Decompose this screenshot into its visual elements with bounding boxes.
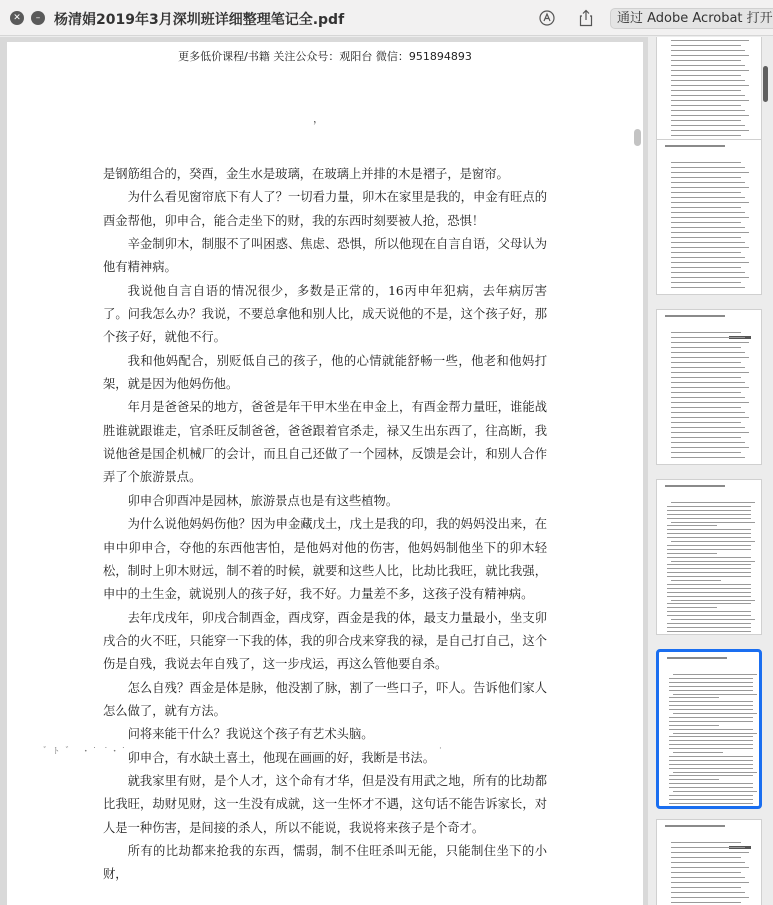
thumbnail-text-line bbox=[671, 272, 745, 273]
paragraph: 卯申合，有水缺土喜土，他现在画画的好，我断是书法。 bbox=[127, 750, 436, 765]
thumbnail-text-line bbox=[671, 847, 745, 848]
thumbnail-text-line bbox=[669, 760, 753, 761]
thumbnail-text-line bbox=[669, 701, 753, 702]
thumbnail-text-line bbox=[669, 783, 753, 784]
thumbnail-text-line bbox=[669, 799, 753, 800]
thumbnail-text-line bbox=[669, 682, 753, 683]
thumbnail-text-line bbox=[671, 202, 749, 203]
thumbnail-text-line bbox=[671, 100, 749, 101]
thumbnail-text-line bbox=[671, 167, 745, 168]
markup-icon[interactable] bbox=[537, 8, 557, 28]
paragraph: 我说他自言自语的情况很少，多数是正常的，16丙申年犯病，去年病厉害了。问我怎么办？我说，不要总拿他和别人比，成天说他的不是，这个孩子好，那个孩子好，就他不行。 bbox=[103, 283, 547, 345]
thumbnail-text-line bbox=[671, 600, 755, 601]
stray-mark: ， bbox=[313, 112, 324, 125]
page-body-text bbox=[103, 163, 547, 887]
thumbnail-text-line bbox=[671, 402, 749, 403]
thumbnail-text-line bbox=[673, 713, 757, 714]
thumbnail-text-line bbox=[667, 568, 751, 569]
share-icon[interactable] bbox=[576, 8, 596, 28]
thumbnail-text-line bbox=[669, 775, 753, 776]
thumbnail-text-line bbox=[671, 452, 741, 453]
thumbnail-text-line bbox=[669, 729, 753, 730]
paragraph: 辛金制卯木，制服不了叫困惑、焦虑、恐惧，所以他现在自言自语，父母认为他有精神病。 bbox=[103, 237, 547, 275]
thumbnail-text-line bbox=[671, 192, 741, 193]
thumbnail-text-line bbox=[671, 447, 749, 448]
thumbnail-text-line bbox=[671, 457, 745, 458]
title-bar bbox=[0, 0, 773, 36]
page-thumbnail[interactable] bbox=[656, 139, 762, 295]
thumbnail-text-line bbox=[671, 135, 741, 136]
thumbnail-text-line bbox=[671, 50, 745, 51]
thumbnail-text-line bbox=[671, 352, 745, 353]
thumbnail-header-line bbox=[665, 485, 725, 487]
thumbnail-text-line bbox=[671, 247, 749, 248]
thumbnail-text-line bbox=[667, 545, 751, 546]
thumbnail-text-line bbox=[673, 752, 723, 753]
thumbnail-text-line bbox=[671, 857, 741, 858]
thumbnail-text-line bbox=[671, 227, 745, 228]
thumbnail-text-line bbox=[671, 277, 749, 278]
thumbnail-text-line bbox=[671, 442, 745, 443]
thumbnail-text-line bbox=[671, 115, 749, 116]
page-thumbnail-selected[interactable] bbox=[656, 649, 762, 809]
minus-icon[interactable]: – bbox=[31, 11, 45, 25]
thumbnail-text-line bbox=[671, 105, 741, 106]
thumbnail-text-line bbox=[671, 187, 749, 188]
thumbnail-text-line bbox=[671, 897, 749, 898]
thumbnail-text-line bbox=[667, 592, 751, 593]
paragraph: 问将来能干什么？我说这个孩子有艺术头脑。 bbox=[127, 727, 374, 742]
thumbnail-text-line bbox=[671, 222, 741, 223]
thumbnail-text-line bbox=[671, 347, 741, 348]
paragraph: 为什么看见窗帘底下有人了？一切看力量，卯木在家里是我的，申金有旺点的酉金帮他，卯申合，能合走坐下的财，我的东西时刻要被人抢，恐惧！ bbox=[103, 190, 547, 228]
thumbnail-text-line bbox=[667, 631, 751, 632]
thumbnail-text-line bbox=[671, 522, 755, 523]
thumbnail-text-line bbox=[671, 267, 741, 268]
thumbnail-text-line bbox=[671, 397, 745, 398]
paragraph: 怎么自残？酉金是体是脉，他没割了脉，割了一些口子，吓人。告诉他们家人怎么做了，就有方法。 bbox=[103, 680, 547, 718]
thumbnail-text-line bbox=[673, 733, 757, 734]
thumbnail-text-line bbox=[671, 90, 741, 91]
thumbnail-text-line bbox=[671, 60, 741, 61]
thumbnail-text-line bbox=[671, 110, 745, 111]
thumbnail-text-line bbox=[671, 232, 749, 233]
paragraph: 年月是爸爸呆的地方，爸爸是年干甲木坐在申金上，有酉金帮力量旺，谁能战胜谁就跟谁走，官杀旺反制爸爸，爸爸跟着官杀走，禄又生出东西了，往高断，我说他爸是国企机械厂的会计，而且自己还做了一个园林，反馈是会计，和别人合作弄了个旅游景点。 bbox=[103, 400, 547, 485]
thumbnail-text-line bbox=[667, 510, 751, 511]
paragraph: 是钢筋组合的，癸酉，金生水是玻璃，在玻璃上并排的木是褶子，是窗帘。 bbox=[103, 167, 509, 181]
thumbnail-text-line bbox=[669, 744, 753, 745]
thumbnail-text-line bbox=[671, 70, 749, 71]
thumbnail-text-line bbox=[669, 795, 753, 796]
thumbnail-text-line bbox=[671, 887, 741, 888]
thumbnail-text-line bbox=[669, 709, 753, 710]
thumbnail-text-line bbox=[671, 262, 749, 263]
thumbnail-text-line bbox=[669, 690, 753, 691]
thumbnail-text-line bbox=[667, 533, 751, 534]
thumbnail-text-line bbox=[671, 65, 745, 66]
thumbnail-text-line bbox=[671, 387, 749, 388]
thumbnail-text-line bbox=[671, 842, 741, 843]
thumbnail-text-line bbox=[671, 252, 741, 253]
thumbnail-text-line bbox=[669, 678, 753, 679]
thumbnail-text-line bbox=[669, 740, 753, 741]
thumbnail-text-line bbox=[667, 537, 751, 538]
close-icon[interactable]: ✕ bbox=[10, 11, 24, 25]
thumbnail-text-line bbox=[667, 607, 717, 608]
thumbnail-text-line bbox=[671, 892, 745, 893]
pdf-page bbox=[7, 42, 643, 905]
thumbnail-text-line bbox=[669, 764, 753, 765]
thumbnail-text-line bbox=[671, 357, 749, 358]
page-thumbnail[interactable] bbox=[656, 819, 762, 905]
thumbnail-text-line bbox=[671, 182, 745, 183]
thumbnail-text-line bbox=[671, 422, 741, 423]
thumbnail-text-line bbox=[671, 580, 721, 581]
thumbnail-header-line bbox=[667, 657, 727, 659]
thumbnail-text-line bbox=[667, 584, 751, 585]
thumbnail-text-line bbox=[671, 619, 755, 620]
thumbnail-text-line bbox=[671, 237, 741, 238]
thumbnail-text-line bbox=[671, 377, 741, 378]
thumbnail-text-line bbox=[671, 75, 741, 76]
thumbnail-text-line bbox=[667, 549, 751, 550]
document-viewer[interactable] bbox=[0, 37, 648, 905]
thumbnail-text-line bbox=[667, 603, 751, 604]
thumbnail-text-line bbox=[669, 705, 753, 706]
thumbnail-text-line bbox=[669, 787, 753, 788]
thumbnail-text-line bbox=[667, 615, 751, 616]
thumbnail-text-line bbox=[671, 172, 749, 173]
open-in-acrobat-button[interactable]: 通过 Adobe Acrobat 打开 bbox=[610, 8, 773, 29]
thumbnail-text-line bbox=[671, 382, 745, 383]
thumbnail-text-line bbox=[671, 207, 741, 208]
thumbnail-text-line bbox=[667, 611, 751, 612]
thumbnail-text-line bbox=[671, 125, 745, 126]
thumbnail-text-line bbox=[671, 502, 755, 503]
thumbnail-text-line bbox=[667, 514, 751, 515]
thumbnail-text-line bbox=[667, 588, 751, 589]
thumbnail-text-line bbox=[671, 392, 741, 393]
thumbnail-header-line bbox=[665, 825, 725, 827]
thumbnail-text-line bbox=[671, 372, 749, 373]
thumbnail-text-line bbox=[667, 525, 717, 526]
thumbnail-text-line bbox=[669, 736, 753, 737]
thumbnail-text-line bbox=[667, 557, 751, 558]
margin-scribble: ゛ﾄ ゛ ・˙ ˙・˙ bbox=[43, 747, 128, 757]
thumbnail-text-line bbox=[671, 342, 749, 343]
dot-mark: · bbox=[439, 744, 442, 754]
thumbnail-text-line bbox=[669, 725, 719, 726]
thumbnail-text-line bbox=[671, 130, 749, 131]
thumbnail-text-line bbox=[667, 553, 717, 554]
page-header: 更多低价课程/书籍 关注公众号：观阳台 微信：951894893 bbox=[178, 50, 472, 63]
thumbnail-text-line bbox=[667, 572, 751, 573]
thumbnail-text-line bbox=[673, 674, 757, 675]
thumbnail-text-line bbox=[671, 407, 741, 408]
paragraph: 我和他妈配合，别贬低自己的孩子，他的心情就能舒畅一些，他老和他妈打架，就是因为他妈伤他。 bbox=[103, 353, 547, 392]
thumbnail-text-line bbox=[669, 756, 753, 757]
thumbnail-text-line bbox=[671, 177, 741, 178]
thumbnail-text-line bbox=[671, 95, 745, 96]
thumbnail-text-line bbox=[671, 197, 745, 198]
thumbnail-text-line bbox=[671, 257, 745, 258]
thumbnail-text-line bbox=[671, 867, 749, 868]
paragraph: 卯申合卯酉冲是园林，旅游景点也是有这些植物。 bbox=[127, 493, 399, 508]
thumbnail-text-line bbox=[671, 162, 741, 163]
paragraph: 就我家里有财，是个人才，这个命有才华，但是没有用武之地，所有的比劫都比我旺，劫财见财，这一生没有成就，这一生怀才不遇，这句话不能告诉家长，对人是一种伤害，是间接的杀人，所以不能说，我说将来孩子是个奇才。 bbox=[103, 773, 547, 835]
thumbnail-text-line bbox=[671, 212, 745, 213]
thumbnail-text-line bbox=[671, 417, 749, 418]
thumbnail-text-line bbox=[669, 721, 753, 722]
thumbnail-text-line bbox=[671, 541, 755, 542]
thumbnail-text-line bbox=[671, 332, 741, 333]
thumbnail-text-line bbox=[673, 791, 757, 792]
sidebar-scrollbar[interactable] bbox=[763, 66, 768, 102]
thumbnail-text-line bbox=[671, 882, 749, 883]
paragraph: 所有的比劫都来抢我的东西，懦弱，制不住旺杀叫无能，只能制住坐下的小财， bbox=[103, 843, 547, 882]
thumbnail-text-line bbox=[667, 627, 751, 628]
thumbnail-header-line bbox=[665, 315, 725, 317]
thumbnail-text-line bbox=[671, 437, 741, 438]
thumbnail-text-line bbox=[667, 576, 751, 577]
thumbnail-text-line bbox=[671, 242, 745, 243]
thumbnail-header-line bbox=[665, 145, 725, 147]
document-title: 杨清娟2019年3月深圳班详细整理笔记全.pdf bbox=[54, 12, 345, 28]
thumbnail-text-line bbox=[671, 337, 745, 338]
thumbnail-text-line bbox=[671, 120, 741, 121]
thumbnail-text-line bbox=[671, 55, 749, 56]
thumbnail-sidebar[interactable] bbox=[648, 37, 773, 905]
thumbnail-text-line bbox=[669, 717, 753, 718]
thumbnail-text-line bbox=[669, 768, 753, 769]
thumbnail-text-line bbox=[667, 506, 751, 507]
thumbnail-text-line bbox=[667, 518, 751, 519]
thumbnail-text-line bbox=[669, 803, 753, 804]
thumbnail-text-line bbox=[671, 367, 745, 368]
thumbnail-text-line bbox=[671, 902, 741, 903]
page-thumbnail[interactable] bbox=[656, 479, 762, 635]
page-thumbnail[interactable] bbox=[656, 309, 762, 465]
thumbnail-text-line bbox=[667, 529, 751, 530]
thumbnail-text-line bbox=[671, 872, 741, 873]
thumbnail-text-line bbox=[671, 40, 749, 41]
thumbnail-text-line bbox=[671, 412, 745, 413]
thumbnail-text-line bbox=[671, 45, 741, 46]
thumbnail-text-line bbox=[671, 561, 755, 562]
page-scrollbar[interactable] bbox=[634, 129, 641, 146]
thumbnail-text-line bbox=[669, 686, 753, 687]
thumbnail-text-line bbox=[667, 596, 751, 597]
thumbnail-text-line bbox=[671, 877, 745, 878]
thumbnail-text-line bbox=[671, 432, 749, 433]
thumbnail-text-line bbox=[671, 362, 741, 363]
thumbnail-text-line bbox=[671, 862, 745, 863]
thumbnail-text-line bbox=[671, 852, 749, 853]
thumbnail-text-line bbox=[671, 80, 745, 81]
thumbnail-text-line bbox=[671, 282, 741, 283]
thumbnail-text-line bbox=[673, 694, 757, 695]
thumbnail-text-line bbox=[671, 287, 745, 288]
thumbnail-text-line bbox=[671, 85, 749, 86]
thumbnail-text-line bbox=[671, 217, 749, 218]
thumbnail-text-line bbox=[669, 779, 719, 780]
paragraph: 去年戊戌年，卯戌合制酉金，酉戌穿，酉金是我的体，最支力量最小，坐支卯戌合的火不旺，只能穿一下我的体，我的卯合戌来穿我的禄，是自己打自己，这个伤是自残，我说去年自残了，这一步戌运，再这么管他要自杀。 bbox=[103, 610, 547, 672]
thumbnail-text-line bbox=[673, 772, 757, 773]
thumbnail-text-line bbox=[669, 697, 719, 698]
paragraph: 为什么说他妈妈伤他？因为申金藏戊土，戊土是我的印，我的妈妈没出来，在申中卯申合，夺他的东西他害怕，是他妈对他的伤害，他妈妈制他坐下的卯木轻松，制时上卯木财远，制不着的时候，就要和这些人比，比劫比我旺，就比我强，申中的土生金，就说别人的孩子好，我不好。力量差不多，这孩子没有精神病。 bbox=[103, 517, 547, 602]
thumbnail-text-line bbox=[669, 748, 753, 749]
thumbnail-text-line bbox=[667, 564, 751, 565]
thumbnail-text-line bbox=[667, 623, 751, 624]
thumbnail-text-line bbox=[671, 427, 745, 428]
